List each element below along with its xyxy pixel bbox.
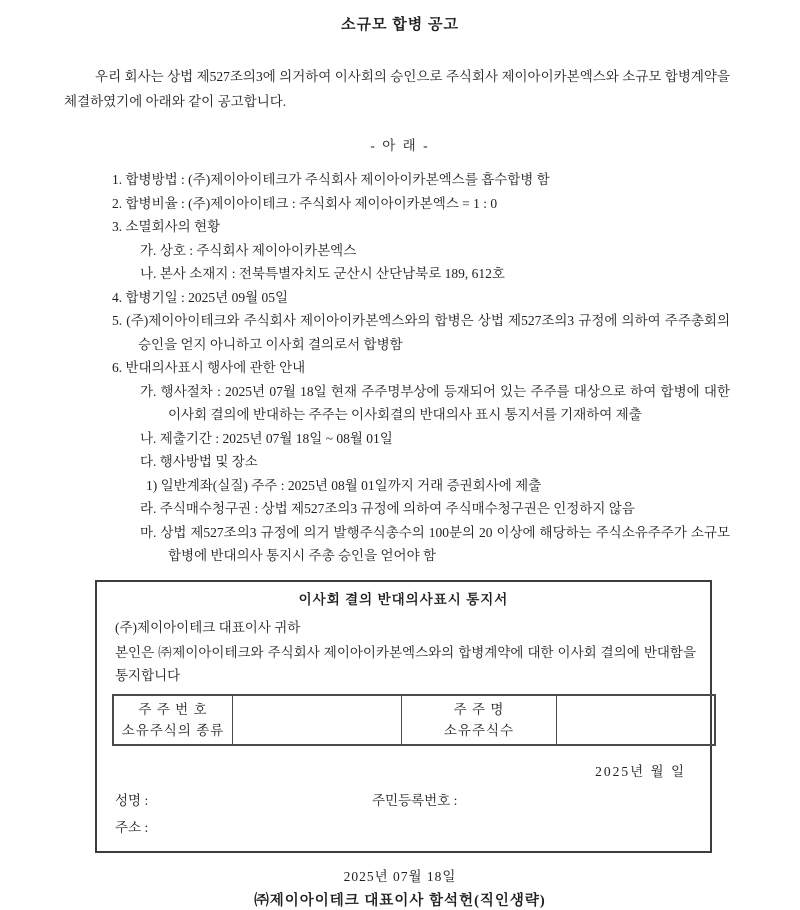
below-section-marker: - 아 래 - [370, 138, 430, 153]
shareholder-name-header-cell [402, 695, 557, 745]
share-type-label: 소유주식의 종류 [121, 722, 225, 738]
list-item-board-resolution: 5. (주)제이아이테크와 주식회사 제이아이카본엑스와의 합병은 상법 제527조의3 규정에 의하여 주주총회의 승인을 얻지 아니하고 이사회 결의로서 합병함 [112, 313, 730, 352]
list-subitem-period: 나. 제출기간 : 2025년 07월 18일 ~ 08월 01일 [140, 430, 393, 446]
list-item-merger-ratio: 2. 합병비율 : (주)제이아이테크 : 주식회사 제이아이카본엑스 = 1 : 0 [112, 195, 498, 211]
list-subitem-general-account: 1) 일반계좌(실질) 주주 : 2025년 08월 01일까지 거래 증권회사에 제출 [146, 477, 542, 493]
shareholder-info-table [112, 694, 716, 746]
address-field-label: 주소 : [115, 819, 149, 835]
form-date-line: 2025년 월 일 [595, 763, 686, 779]
list-item-dissolved-company: 3. 소멸회사의 현황 [112, 219, 221, 234]
table-row [113, 695, 715, 745]
intro-paragraph: 우리 회사는 상법 제527조의3에 의거하여 이사회의 승인으로 주식회사 제이아이카본엑스와 소규모 합병계약을 체결하였기에 아래와 같이 공고합니다. [64, 69, 730, 109]
list-item-merger-date: 4. 합병기일 : 2025년 09월 05일 [112, 289, 289, 305]
document-title: 소규모 합병 공고 [341, 17, 459, 33]
list-subitem-appraisal-right: 라. 주식매수청구권 : 상법 제527조의3 규정에 의하여 주식매수청구권은 인정하지 않음 [140, 501, 635, 516]
list-subitem-procedure: 가. 행사절차 : 2025년 07월 18일 현재 주주명부상에 등재되어 있는 주주를 대상으로 하여 합병에 대한 이사회 결의에 반대하는 주주는 이사회결의 반대의사 표시 통지서를 기재하여 제출 [140, 383, 730, 422]
resident-number-field-label: 주민등록번호 : [372, 792, 458, 808]
list-item-objection-guide: 6. 반대의사표시 행사에 관한 안내 [112, 360, 306, 375]
share-count-label: 소유주식수 [443, 722, 515, 738]
name-field-label: 성명 : [115, 792, 149, 808]
company-signature: ㈜제이아이테크 대표이사 함석헌(직인생략) [254, 892, 546, 909]
list-subitem-company-name: 가. 상호 : 주식회사 제이아이카본엑스 [140, 242, 357, 258]
list-item-merger-method: 1. 합병방법 : (주)제이아이테크가 주식회사 제이아이카본엑스를 흡수합병 함 [112, 172, 550, 187]
form-title: 이사회 결의 반대의사표시 통지서 [298, 591, 509, 607]
shareholder-number-header-cell [113, 695, 233, 745]
objection-notice-form [95, 580, 712, 853]
list-subitem-approval-rule: 마. 상법 제527조의3 규정에 의거 발행주식총수의 100분의 20 이상에 해당하는 주식소유주주가 소규모 합병에 반대의사 통지시 주총 승인을 얻어야 함 [140, 524, 730, 563]
list-subitem-head-office: 나. 본사 소재지 : 전북특별자치도 군산시 산단남북로 189, 612호 [140, 266, 505, 281]
notice-item-list [0, 168, 800, 568]
form-signature-row [97, 790, 710, 812]
form-statement: 본인은 ㈜제이아이테크와 주식회사 제이아이카본엑스와의 합병계약에 대한 이사회 결의에 반대함을 통지합니다 [115, 644, 696, 683]
shareholder-number-input-cell[interactable] [233, 695, 402, 745]
shareholder-number-label: 주 주 번 호 [138, 701, 208, 717]
list-subitem-method-place: 다. 행사방법 및 장소 [140, 454, 258, 469]
shareholder-name-label: 주 주 명 [453, 701, 505, 717]
shareholder-name-input-cell[interactable] [557, 695, 716, 745]
form-recipient: (주)제이아이테크 대표이사 귀하 [115, 619, 301, 635]
announcement-date: 2025년 07월 18일 [343, 868, 457, 884]
